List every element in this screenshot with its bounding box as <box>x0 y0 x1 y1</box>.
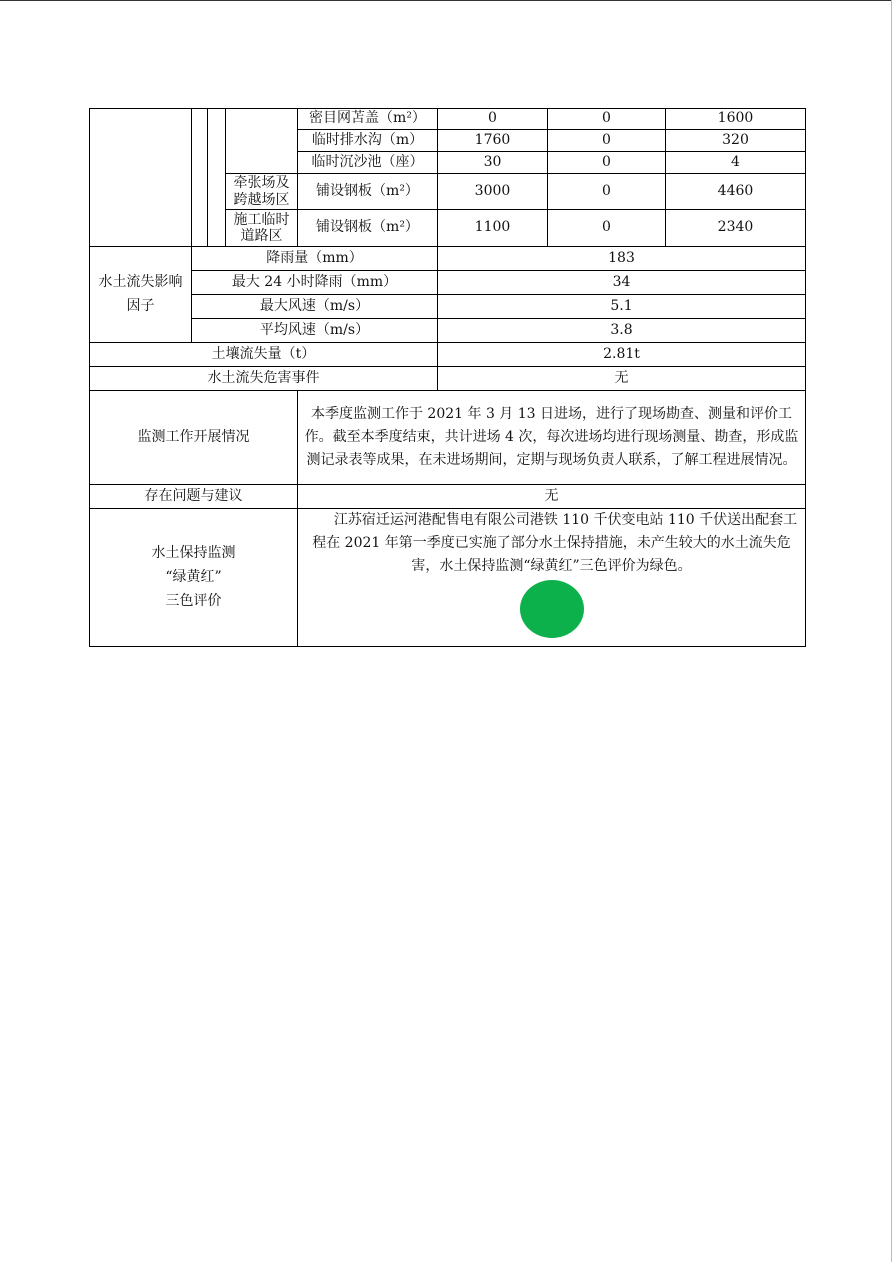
soil-loss-value: 2.81t <box>438 343 806 367</box>
factor-name: 最大风速（m/s） <box>192 295 438 319</box>
value-cell: 0 <box>548 210 666 247</box>
value-cell: 0 <box>548 152 666 174</box>
completed-cell: 320 <box>666 130 806 152</box>
table-row <box>90 509 806 647</box>
planned-cell: 0 <box>438 109 548 130</box>
area-cell: 施工临时道路区 <box>226 210 298 247</box>
table-row <box>90 343 806 367</box>
evaluation-label-line2: “绿黄红” <box>165 568 222 585</box>
evaluation-label-line3: 三色评价 <box>165 592 222 609</box>
page-top-border <box>0 0 892 1</box>
blank-cell <box>226 109 298 174</box>
table-row <box>90 295 806 319</box>
planned-cell: 3000 <box>438 174 548 210</box>
blank-cell <box>90 109 192 247</box>
factors-label: 水土流失影响因子 <box>90 247 192 343</box>
planned-cell: 1100 <box>438 210 548 247</box>
measure-cell: 临时排水沟（m） <box>298 130 438 152</box>
evaluation-cell <box>298 509 806 647</box>
measure-cell: 铺设钢板（m²） <box>298 210 438 247</box>
measure-cell: 密目网苫盖（m²） <box>298 109 438 130</box>
factor-value: 3.8 <box>438 319 806 343</box>
factor-value: 5.1 <box>438 295 806 319</box>
value-cell: 0 <box>548 109 666 130</box>
soil-loss-label: 土壤流失量（t） <box>90 343 438 367</box>
green-rating-circle <box>520 580 584 638</box>
completed-cell: 4 <box>666 152 806 174</box>
measure-cell: 临时沉沙池（座） <box>298 152 438 174</box>
table-row <box>90 109 806 130</box>
completed-cell: 2340 <box>666 210 806 247</box>
table-row <box>90 485 806 509</box>
issues-value: 无 <box>298 485 806 509</box>
evaluation-label-line1: 水土保持监测 <box>151 544 236 561</box>
factor-value: 34 <box>438 271 806 295</box>
table-row <box>90 319 806 343</box>
value-cell: 0 <box>548 130 666 152</box>
table-row <box>90 271 806 295</box>
value-cell: 0 <box>548 174 666 210</box>
table-row <box>90 247 806 271</box>
hazard-label: 水土流失危害事件 <box>90 367 438 391</box>
factor-name: 平均风速（m/s） <box>192 319 438 343</box>
area-cell: 牵张场及跨越场区 <box>226 174 298 210</box>
monitoring-table <box>89 108 806 647</box>
evaluation-result <box>302 578 801 646</box>
table-row <box>90 391 806 485</box>
evaluation-label <box>90 509 298 647</box>
table-row <box>90 367 806 391</box>
completed-cell: 4460 <box>666 174 806 210</box>
work-text: 本季度监测工作于 2021 年 3 月 13 日进场，进行了现场勘查、测量和评价工作。截至本季度结束，共计进场 4 次，每次进场均进行现场测量、勘查，形成监测记录表等成果，在未进场期间，定期与现场负责人联系，了解工程进展情况。 <box>298 391 806 485</box>
issues-label: 存在问题与建议 <box>90 485 298 509</box>
evaluation-text: 江苏宿迁运河港配售电有限公司港铁 110 千伏变电站 110 千伏送出配套工程在 2021 年第一季度已实施了部分水土保持措施，未产生较大的水土流失危害，水土保持监测“绿黄红”三色评价为绿色。 <box>312 512 798 575</box>
completed-cell: 1600 <box>666 109 806 130</box>
blank-cell <box>192 109 208 247</box>
blank-cell <box>208 109 226 247</box>
work-label: 监测工作开展情况 <box>90 391 298 485</box>
factor-name: 降雨量（mm） <box>192 247 438 271</box>
hazard-value: 无 <box>438 367 806 391</box>
factor-value: 183 <box>438 247 806 271</box>
measure-cell: 铺设钢板（m²） <box>298 174 438 210</box>
planned-cell: 30 <box>438 152 548 174</box>
planned-cell: 1760 <box>438 130 548 152</box>
factor-name: 最大 24 小时降雨（mm） <box>192 271 438 295</box>
